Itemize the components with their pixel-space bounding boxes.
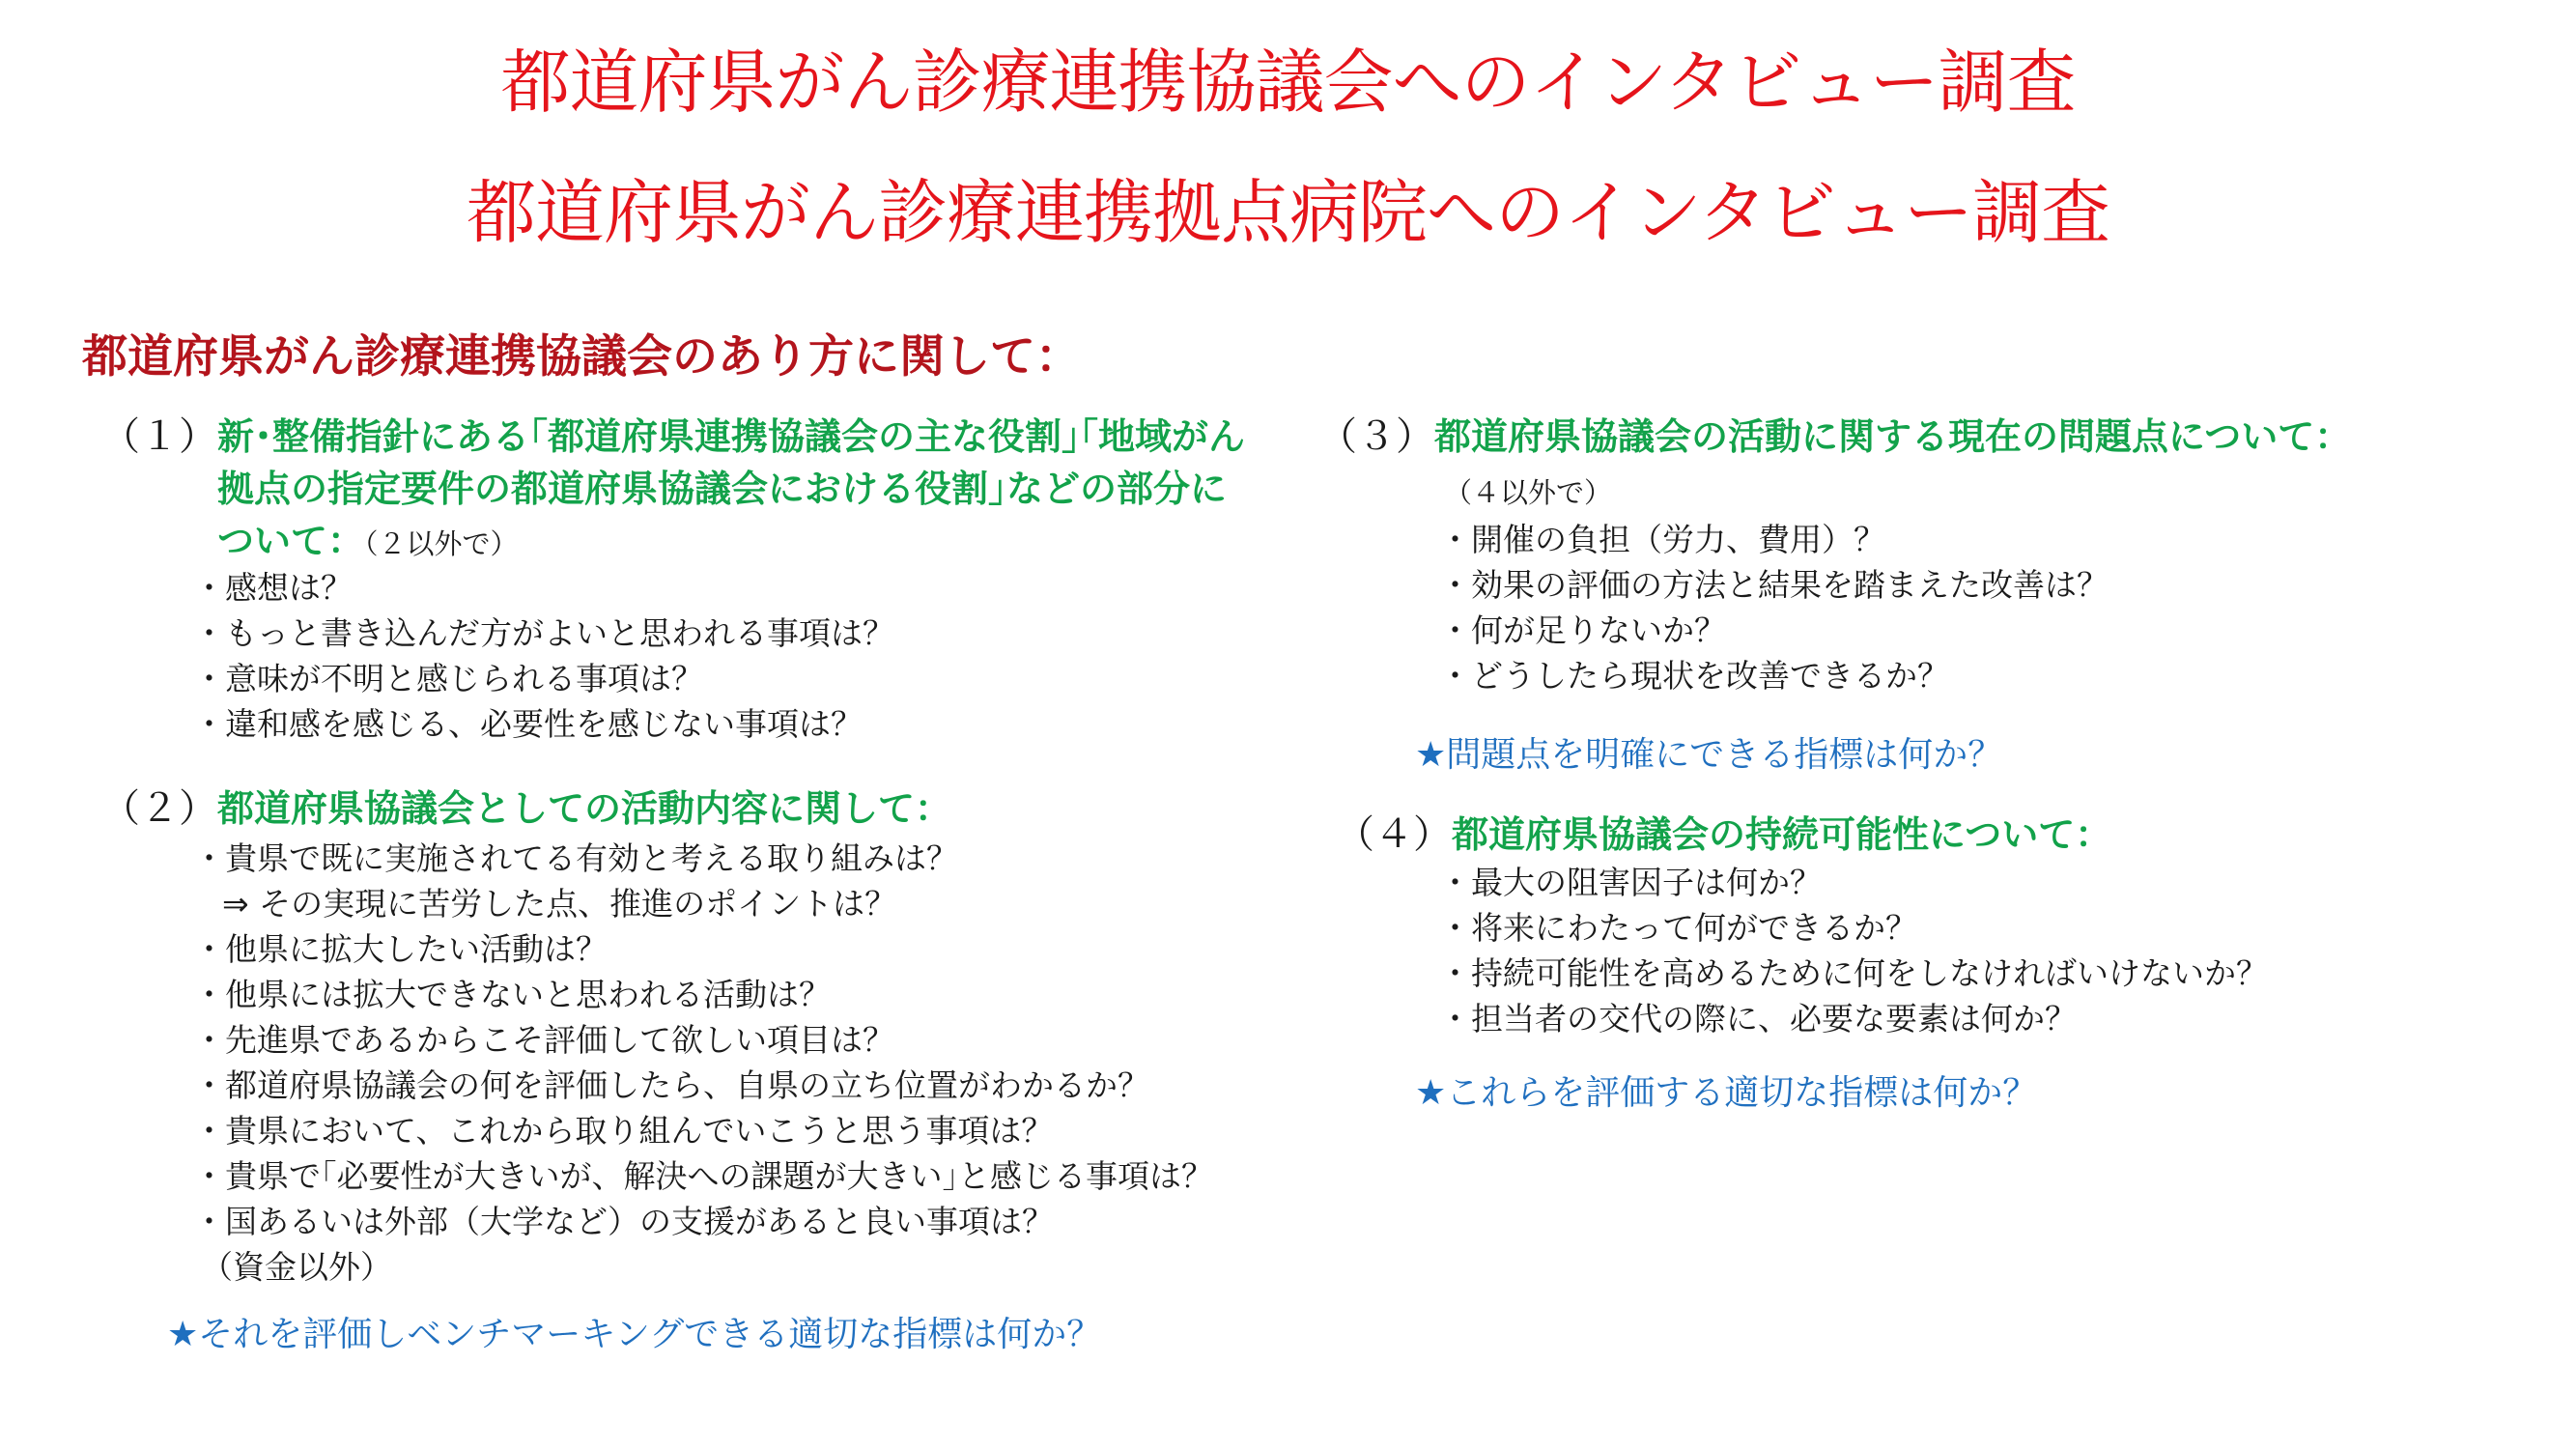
list-item: ・持続可能性を高めるために何をしなければいけないか？ xyxy=(1439,954,2268,992)
list-item: ・もっと書き込んだ方がよいと思われる事項は？ xyxy=(193,614,894,652)
question-3-bullets xyxy=(1439,517,2109,698)
list-item-note: （資金以外） xyxy=(201,1248,392,1286)
list-item: ・違和感を感じる、必要性を感じない事項は？ xyxy=(193,705,863,743)
question-2-title: 都道府県協議会としての活動内容に関して： xyxy=(217,787,952,830)
list-item: ・感想は？ xyxy=(193,569,353,607)
question-3-number: （３） xyxy=(1318,414,1434,459)
star-note-evaluation-indicator: ★これらを評価する適切な指標は何か？ xyxy=(1415,1073,2038,1113)
question-4-title: 都道府県協議会の持続可能性について： xyxy=(1452,813,2112,856)
main-title-line-1: 都道府県がん診療連携協議会へのインタビュー調査 xyxy=(500,42,2076,123)
list-item: ・効果の評価の方法と結果を踏まえた改善は？ xyxy=(1439,566,2109,604)
question-2-number: （２） xyxy=(101,786,217,831)
question-1-heading xyxy=(101,411,1260,570)
list-item: ・最大の阻害因子は何か？ xyxy=(1439,864,1822,901)
list-item: ・都道府県協議会の何を評価したら、自県の立ち位置がわかるか？ xyxy=(193,1066,1149,1104)
list-item: ・将来にわたって何ができるか？ xyxy=(1439,909,1917,947)
question-1-bullets xyxy=(193,565,894,747)
star-note-problem-indicator: ★問題点を明確にできる指標は何か？ xyxy=(1415,735,2003,775)
list-item: ・何が足りないか？ xyxy=(1439,611,1726,649)
question-3-title: 都道府県協議会の活動に関する現在の問題点について： xyxy=(1434,415,2352,458)
list-item: ・先進県であるからこそ評価して欲しい項目は？ xyxy=(193,1021,894,1059)
question-3-heading xyxy=(1318,411,2351,463)
question-4-heading xyxy=(1336,809,2111,861)
list-item: ・貴県で｢必要性が大きいが、解決への課題が大きい｣と感じる事項は？ xyxy=(193,1157,1213,1195)
section-heading: 都道府県がん診療連携協議会のあり方に関して： xyxy=(82,330,1081,384)
list-item: ・開催の負担（労力、費用）？ xyxy=(1439,521,1885,558)
question-4-number: （４） xyxy=(1336,812,1452,857)
question-1-title: 新･整備指針にある｢都道府県連携協議会の主な役割｣｢地域がん拠点の指定要件の都道府県協議会における役割｣などの部分について： xyxy=(217,415,1246,562)
list-item: ・他県に拡大したい活動は？ xyxy=(193,930,608,968)
question-1-title-block xyxy=(217,411,1260,570)
question-2-bullets xyxy=(193,836,1213,1290)
list-item-subpoint: ⇒ その実現に苦労した点、推進のポイントは？ xyxy=(222,885,897,923)
main-title-line-2: 都道府県がん診療連携拠点病院へのインタビュー調査 xyxy=(466,172,2110,253)
question-4-bullets xyxy=(1439,860,2268,1041)
list-item: ・意味が不明と感じられる事項は？ xyxy=(193,660,703,697)
list-item: ・貴県において、これから取り組んでいこうと思う事項は？ xyxy=(193,1112,1054,1150)
list-item: ・他県には拡大できないと思われる活動は？ xyxy=(193,976,831,1013)
star-note-benchmark: ★それを評価しベンチマーキングできる適切な指標は何か？ xyxy=(167,1315,1102,1354)
list-item: ・どうしたら現状を改善できるか？ xyxy=(1439,657,1949,695)
list-item: ・貴県で既に実施されてる有効と考える取り組みは？ xyxy=(193,839,958,877)
list-item: ・担当者の交代の際に、必要な要素は何か？ xyxy=(1439,1000,2077,1037)
question-2-heading xyxy=(101,782,951,835)
question-1-number: （１） xyxy=(101,414,217,459)
list-item: ・国あるいは外部（大学など）の支援があると良い事項は？ xyxy=(193,1203,1054,1240)
question-3-note: （４以外で） xyxy=(1444,476,1613,509)
question-1-note: （２以外で） xyxy=(364,527,519,560)
